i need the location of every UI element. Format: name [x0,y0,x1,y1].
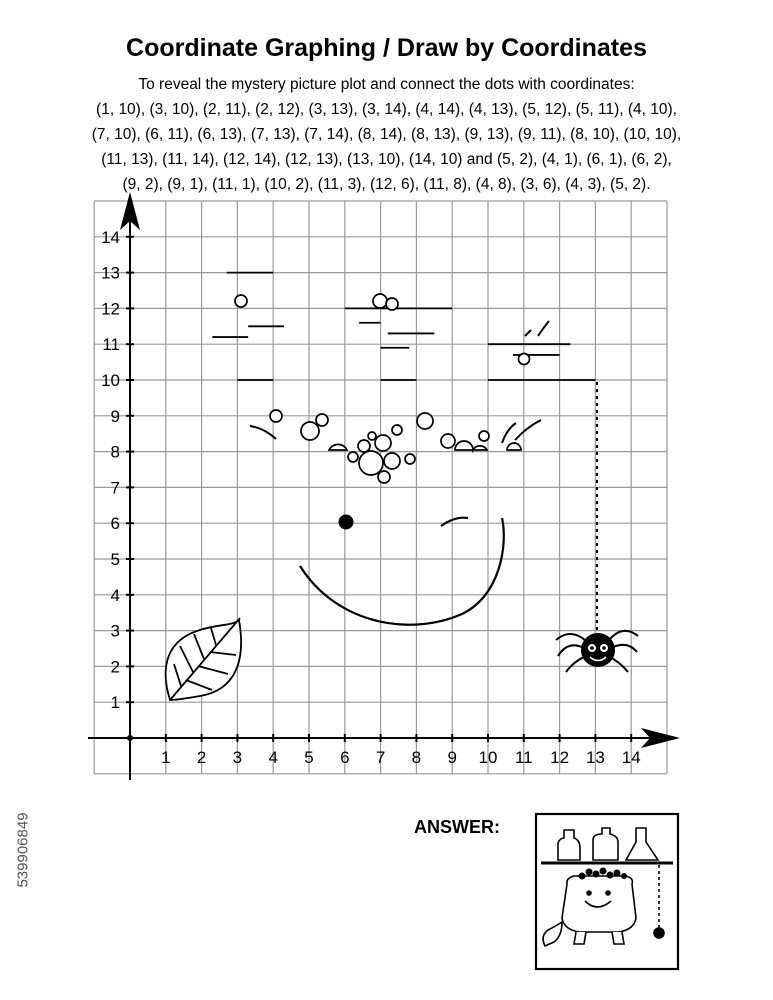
x-tick-label: 4 [268,748,278,767]
page-title: Coordinate Graphing / Draw by Coordinates [126,34,647,62]
y-tick-label: 3 [110,621,120,641]
y-tick-label: 8 [110,442,120,462]
y-tick-label: 10 [101,371,120,390]
x-tick-label: 13 [585,748,605,767]
instruction-line: To reveal the mystery picture plot and connect the dots with coordinates: [138,76,635,93]
y-tick-label: 6 [110,514,120,534]
y-tick-label: 1 [110,693,120,713]
x-tick-label: 3 [232,748,243,767]
stock-id: 539906849 [14,812,32,888]
origin-dot [127,735,133,741]
x-tick-label: 12 [550,748,570,767]
instruction-line: (11, 13), (11, 14), (12, 14), (12, 13), (13, 10), (14, 10) and (5, 2), (4, 1), (6, 1), (6, 2), [101,151,672,168]
y-tick-label: 13 [101,263,120,283]
x-tick-label: 8 [411,748,422,767]
answer-image [536,814,678,969]
x-tick-label: 10 [478,748,498,767]
picture-hint-lines [212,273,595,380]
y-tick-label: 7 [110,478,120,498]
smile-curve [300,518,504,625]
y-tick-label: 11 [102,335,120,355]
eye-dot [339,515,354,530]
y-tick-label: 14 [101,227,120,247]
x-tick-label: 7 [375,748,386,767]
y-tick-label: 2 [110,657,120,677]
y-tick-label: 9 [110,406,120,426]
spider-icon [556,382,638,672]
x-tick-label: 2 [196,748,207,767]
x-tick-label: 11 [514,748,533,767]
y-tick-label: 4 [110,585,120,605]
instruction-line: (9, 2), (9, 1), (11, 1), (10, 2), (11, 3), (12, 6), (11, 8), (4, 8), (3, 6), (4, 3), (5, 2). [122,176,651,193]
x-tick-label: 14 [621,748,641,767]
x-tick-label: 5 [304,748,314,767]
y-tick-label: 5 [110,550,120,569]
y-tick-label: 12 [101,299,120,319]
bubbles-icon [235,294,549,483]
wink-line [441,518,468,526]
x-tick-label: 6 [340,748,350,767]
smile-face-icon [300,515,504,625]
x-tick-label: 9 [447,748,457,767]
x-tick-label: 1 [161,748,171,767]
instruction-line: (1, 10), (3, 10), (2, 11), (2, 12), (3, 13), (3, 14), (4, 14), (4, 13), (5, 12), (5, 11), (4, 10), [96,101,677,118]
instruction-line: (7, 10), (6, 11), (6, 13), (7, 13), (7, 14), (8, 14), (8, 13), (9, 13), (9, 11), (8, 10), (10, 10), [91,126,682,143]
answer-label: ANSWER: [414,817,500,837]
